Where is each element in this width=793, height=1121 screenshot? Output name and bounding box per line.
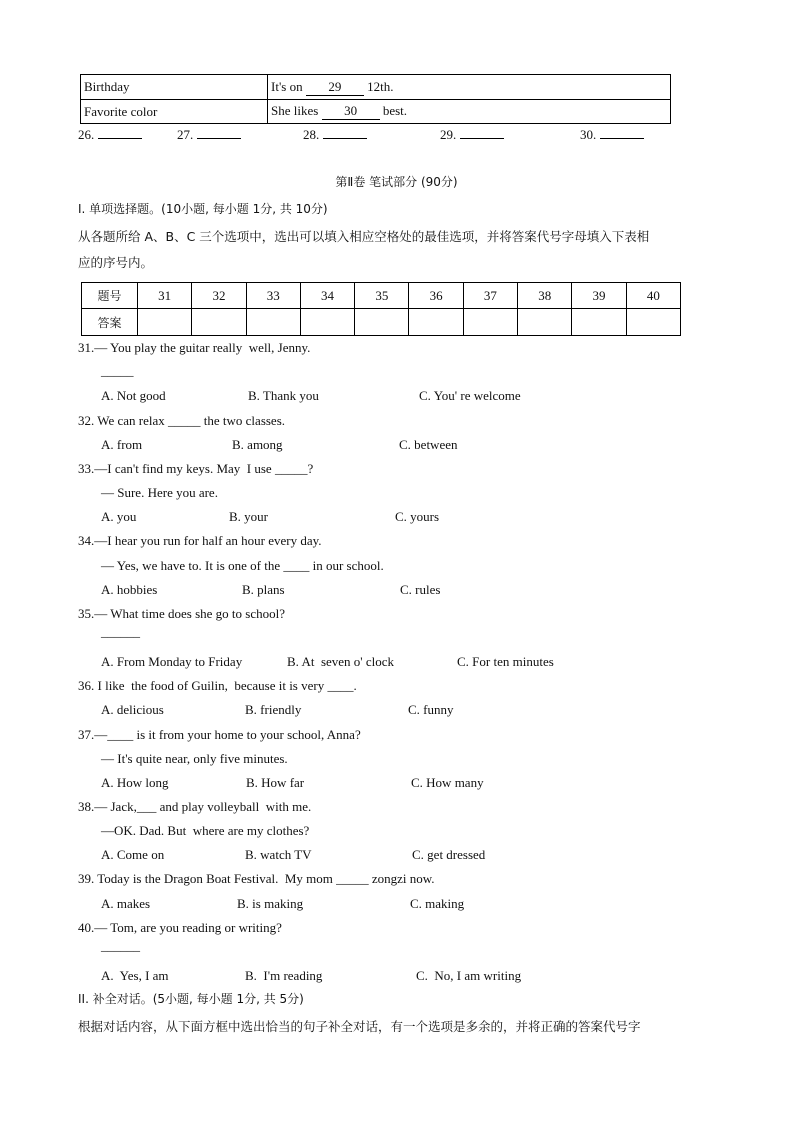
option-c[interactable]: C. No, I am writing: [416, 968, 522, 983]
part1-heading: I. 单项选择题。(10小题, 每小题 1分, 共 10分): [78, 202, 328, 216]
table-row: [81, 100, 671, 124]
grid-answer-label-cell: [82, 309, 138, 336]
option-b[interactable]: B. your: [229, 509, 268, 524]
answer-blank-30: [580, 128, 644, 141]
grid-number: 35: [375, 287, 389, 303]
blank-label: 27.: [177, 127, 194, 142]
question-stem: 38.— Jack,___ and play volleyball with me.: [78, 799, 312, 814]
grid-answer-cell[interactable]: [355, 309, 409, 336]
blank-line[interactable]: [98, 138, 142, 139]
info-value-pre: She likes: [271, 103, 322, 118]
option-b[interactable]: B. Thank you: [248, 388, 319, 403]
grid-answer-cell[interactable]: [300, 309, 354, 336]
reply-blank[interactable]: ______: [101, 938, 140, 953]
option-a[interactable]: A. How long: [101, 775, 169, 790]
grid-header-label-cell: [82, 283, 138, 309]
grid-answer-cell[interactable]: [409, 309, 463, 336]
answer-blank-26: [78, 128, 142, 141]
option-b[interactable]: B. is making: [237, 896, 304, 911]
grid-number-cell: [409, 283, 463, 309]
blank-line[interactable]: [460, 138, 504, 139]
option-a[interactable]: A. delicious: [101, 702, 164, 717]
part2-heading: II. 补全对话。(5小题, 每小题 1分, 共 5分): [78, 992, 304, 1006]
option-b[interactable]: B. How far: [246, 775, 305, 790]
option-b[interactable]: B. friendly: [245, 702, 302, 717]
grid-number-cell: [355, 283, 409, 309]
option-a[interactable]: A. Come on: [101, 847, 165, 862]
question-stem: 40.— Tom, are you reading or writing?: [78, 920, 282, 935]
info-value-cell: [268, 100, 671, 124]
option-a[interactable]: A. you: [101, 509, 137, 524]
part1-instruction-line1: 从各题所给 A、B、C 三个选项中，选出可以填入相应空格处的最佳选项，并将答案代号字母填入下表相: [78, 229, 650, 244]
grid-number-cell: [192, 283, 246, 309]
part1-instruction-line2: 应的序号内。: [78, 255, 154, 270]
option-b[interactable]: B. At seven o' clock: [287, 654, 395, 669]
option-a[interactable]: A. from: [101, 437, 143, 452]
info-value-post: best.: [379, 103, 408, 118]
option-c[interactable]: C. For ten minutes: [457, 654, 554, 669]
option-c[interactable]: C. funny: [408, 702, 454, 717]
grid-answer-cell[interactable]: [626, 309, 680, 336]
option-b[interactable]: B. among: [232, 437, 283, 452]
blank-number: 30: [344, 103, 358, 118]
reply-blank[interactable]: _____: [101, 363, 134, 378]
grid-number-cell: [626, 283, 680, 309]
answer-grid-table: [81, 282, 681, 336]
question-response: — Yes, we have to. It is one of the ____ in our school.: [101, 558, 384, 573]
option-c[interactable]: C. yours: [395, 509, 440, 524]
info-value-cell: [268, 75, 671, 100]
grid-number-cell: [463, 283, 517, 309]
question-stem: 33.—I can't find my keys. May I use _____?: [78, 461, 314, 476]
part2-instruction: 根据对话内容，从下面方框中选出恰当的句子补全对话，有一个选项是多余的，并将正确的答案代号字: [78, 1019, 641, 1034]
blank-line[interactable]: [600, 138, 644, 139]
answer-blank: [322, 103, 380, 120]
option-c[interactable]: C. rules: [400, 582, 441, 597]
question-stem: 39. Today is the Dragon Boat Festival. My mom _____ zongzi now.: [78, 871, 435, 886]
table-row: [81, 75, 671, 100]
blank-label: 28.: [303, 127, 320, 142]
blank-label: 26.: [78, 127, 95, 142]
grid-number: 33: [266, 287, 280, 303]
option-a[interactable]: A. hobbies: [101, 582, 158, 597]
grid-number-cell: [572, 283, 626, 309]
blank-line[interactable]: [197, 138, 241, 139]
info-value-pre: It's on: [271, 78, 306, 94]
grid-number-cell: [518, 283, 572, 309]
grid-number: 36: [429, 287, 443, 303]
question-stem: 32. We can relax _____ the two classes.: [78, 413, 286, 428]
grid-number-cell: [246, 283, 300, 309]
grid-answer-cell[interactable]: [246, 309, 300, 336]
grid-header-label: 题号: [97, 289, 122, 303]
option-b[interactable]: B. watch TV: [245, 847, 312, 862]
grid-number: 34: [321, 287, 335, 303]
grid-number: 39: [592, 287, 606, 303]
grid-answer-cell[interactable]: [138, 309, 192, 336]
option-c[interactable]: C. You' re welcome: [419, 388, 521, 403]
grid-answer-row: [82, 309, 681, 336]
answer-blank-28: [303, 128, 367, 141]
question-response: — Sure. Here you are.: [101, 485, 218, 500]
question-stem: 34.—I hear you run for half an hour every day.: [78, 533, 322, 548]
option-a[interactable]: A. From Monday to Friday: [101, 654, 243, 669]
blank-line[interactable]: [323, 138, 367, 139]
info-label-cell: [81, 100, 268, 124]
grid-number: 40: [646, 287, 660, 303]
option-a[interactable]: A. Not good: [101, 388, 166, 403]
grid-answer-label: 答案: [97, 315, 122, 330]
grid-answer-cell[interactable]: [463, 309, 517, 336]
question-response: — It's quite near, only five minutes.: [101, 751, 288, 766]
grid-number-cell: [300, 283, 354, 309]
grid-answer-cell[interactable]: [192, 309, 246, 336]
answer-blank: [306, 79, 364, 96]
option-b[interactable]: B. I'm reading: [245, 968, 323, 983]
info-label: Birthday: [84, 79, 130, 94]
blank-label: 29.: [440, 127, 457, 142]
option-c[interactable]: C. between: [399, 437, 458, 452]
grid-answer-cell[interactable]: [518, 309, 572, 336]
question-stem: 37.—____ is it from your home to your school, Anna?: [78, 727, 361, 742]
option-c[interactable]: C. How many: [411, 775, 484, 790]
answer-blank-29: [440, 128, 504, 141]
grid-number: 32: [212, 287, 226, 303]
option-c[interactable]: C. making: [410, 896, 465, 911]
option-a[interactable]: A. makes: [101, 896, 151, 911]
option-c[interactable]: C. get dressed: [412, 847, 486, 862]
grid-header-row: [82, 283, 681, 309]
grid-number: 37: [483, 287, 497, 303]
info-value-post: 12th.: [363, 78, 394, 94]
info-label-cell: [81, 75, 268, 100]
blank-label: 30.: [580, 127, 597, 142]
grid-number: 31: [158, 287, 172, 303]
section-title: 第Ⅱ卷 笔试部分 (90分): [335, 175, 458, 189]
reply-blank[interactable]: ______: [101, 624, 140, 639]
option-b[interactable]: B. plans: [242, 582, 285, 597]
question-stem: 35.— What time does she go to school?: [78, 606, 286, 621]
question-stem: 31.— You play the guitar really well, Jenny.: [78, 340, 311, 355]
question-stem: 36. I like the food of Guilin, because it is very ____.: [78, 678, 357, 693]
grid-number-cell: [138, 283, 192, 309]
info-label: Favorite color: [84, 103, 158, 119]
question-response: —OK. Dad. But where are my clothes?: [101, 823, 310, 838]
info-table: [80, 74, 671, 124]
grid-answer-cell[interactable]: [572, 309, 626, 336]
option-a[interactable]: A. Yes, I am: [101, 968, 169, 983]
blank-number: 29: [328, 78, 342, 94]
grid-number: 38: [538, 287, 552, 303]
answer-blank-27: [177, 128, 241, 141]
